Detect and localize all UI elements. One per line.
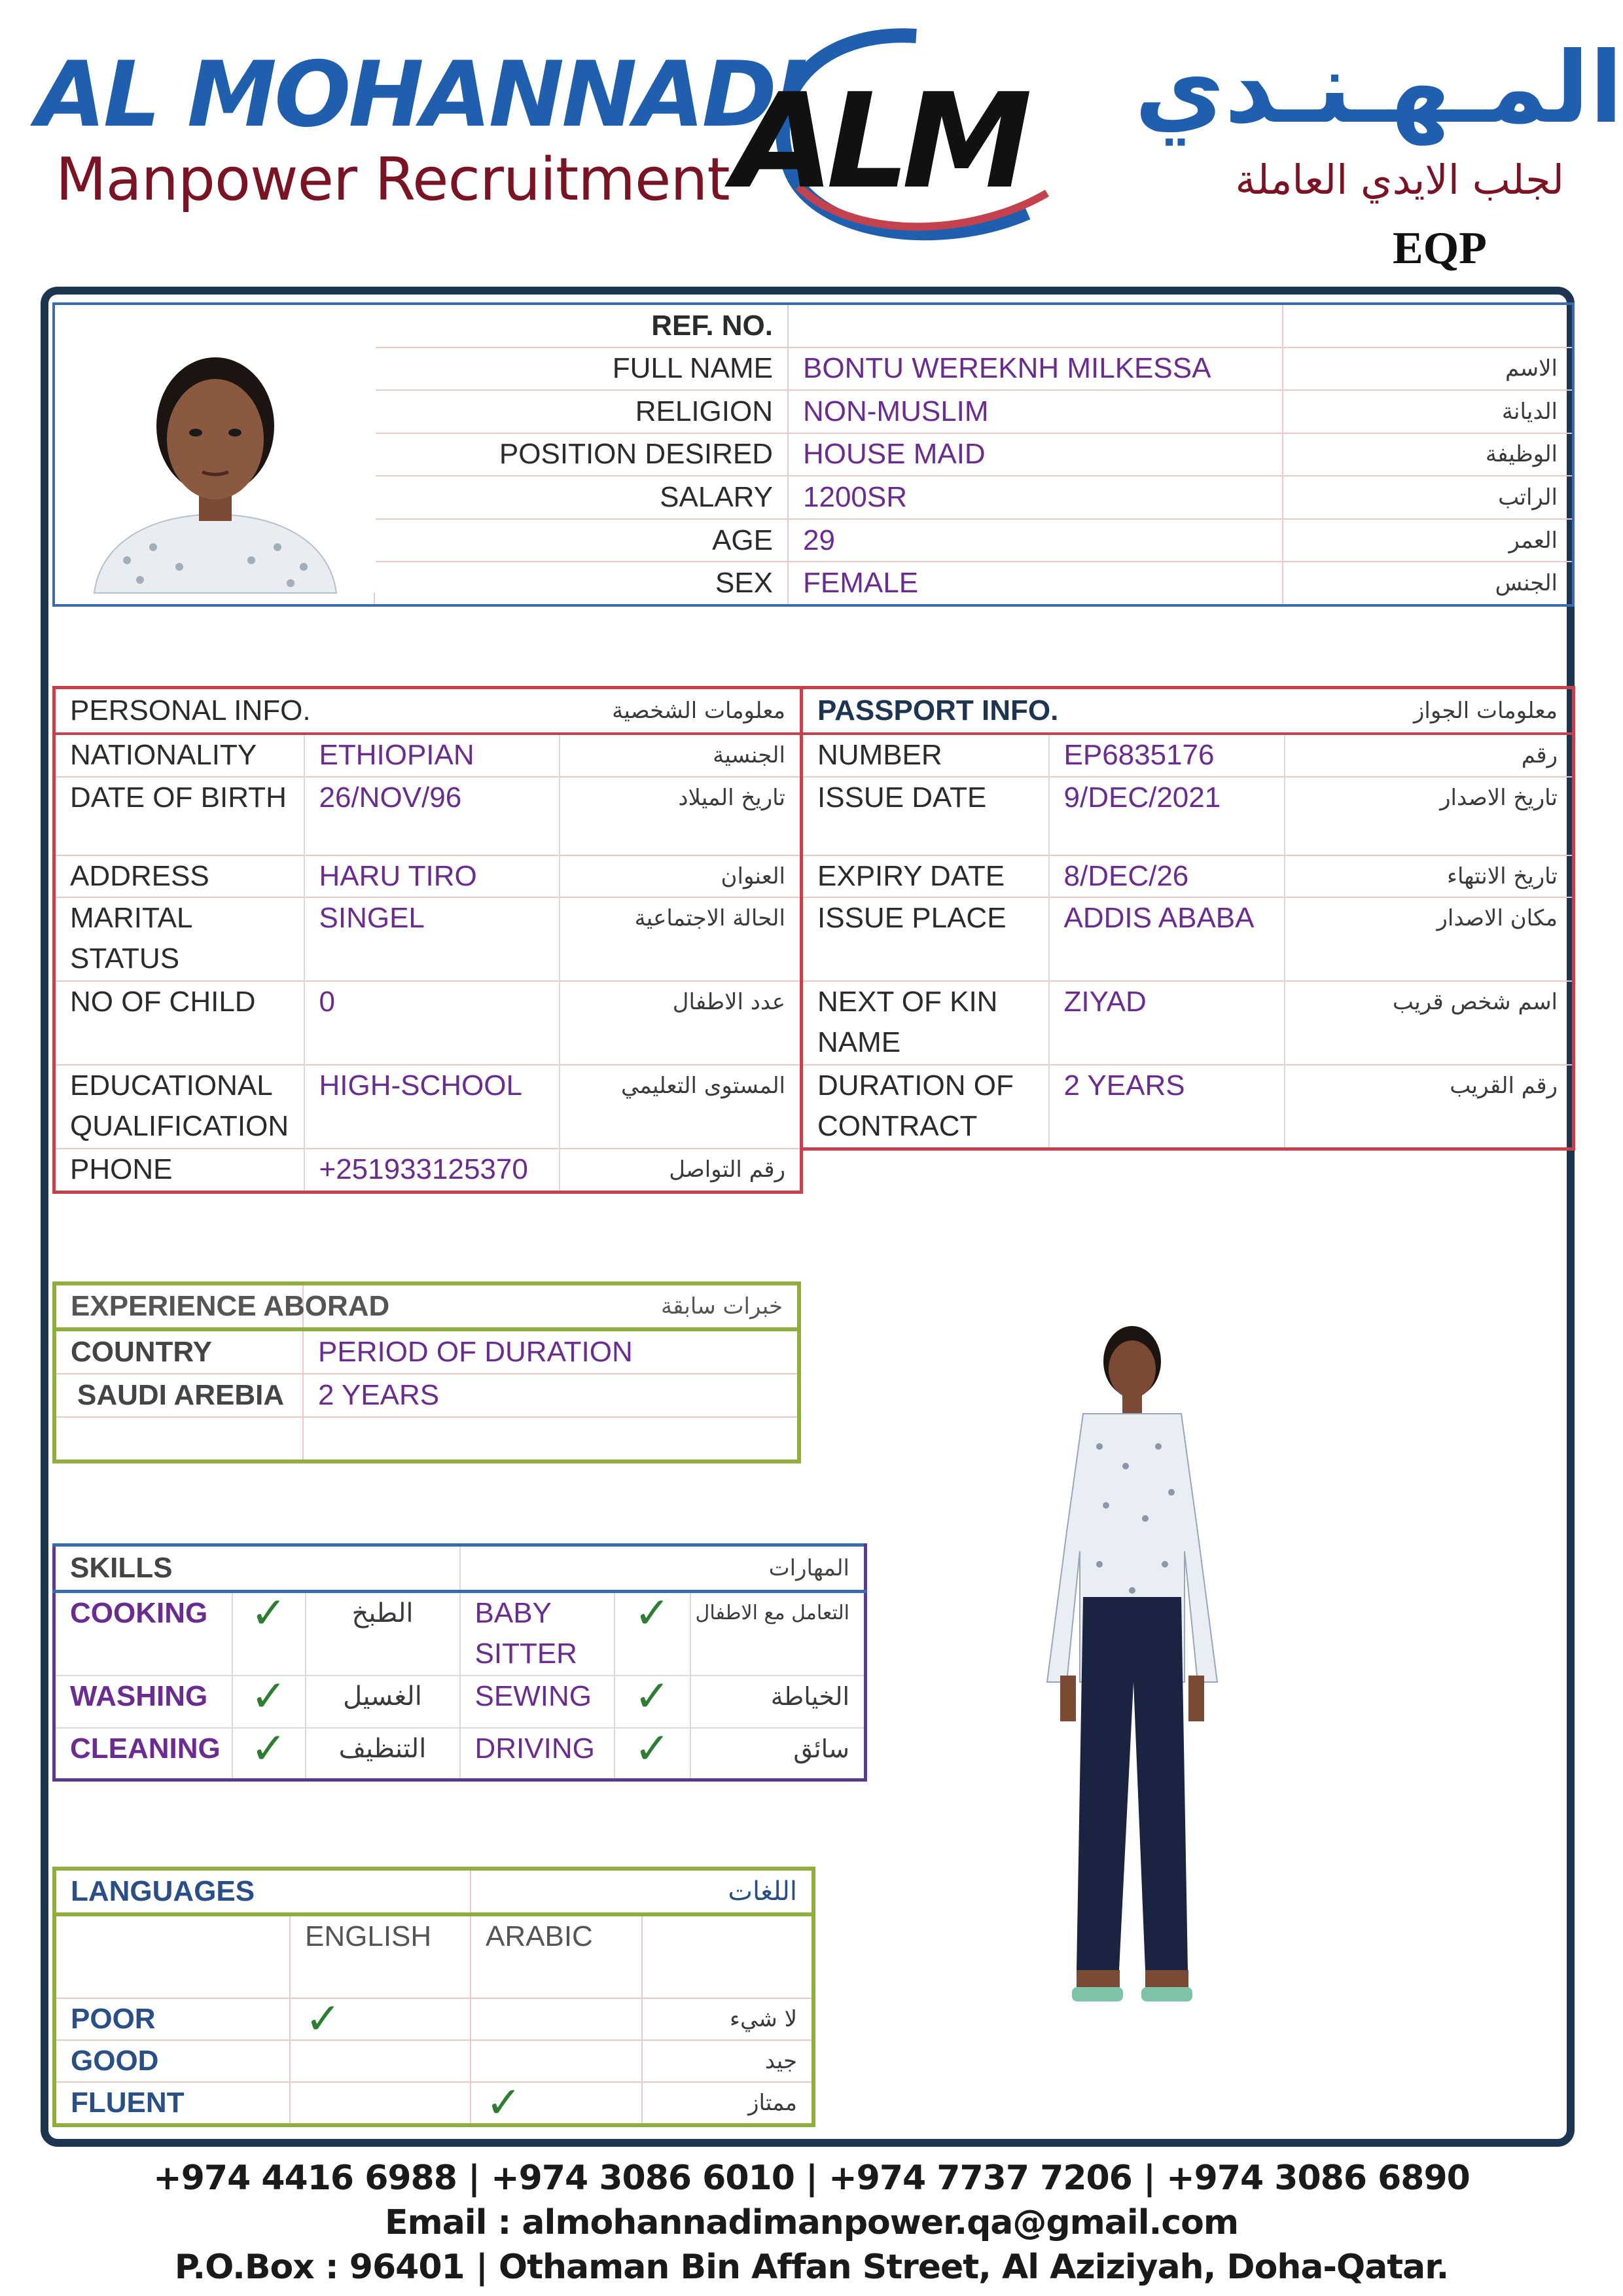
- check-icon: ✓: [232, 1592, 306, 1676]
- languages-title-ar: اللغات: [471, 1869, 813, 1914]
- full-name-label: FULL NAME: [374, 348, 788, 391]
- phone-value: +251933125370: [304, 1149, 560, 1192]
- nationality-label-ar: الجنسية: [560, 734, 802, 777]
- address-value: HARU TIRO: [304, 855, 560, 897]
- address-label-ar: العنوان: [560, 855, 802, 897]
- passport-row: [802, 1065, 1574, 1149]
- languages-corner-ar: [642, 1914, 813, 1998]
- children-value: 0: [304, 981, 560, 1065]
- education-value: HIGH-SCHOOL: [304, 1065, 560, 1149]
- brand-english: [36, 42, 806, 216]
- passport-row: [802, 734, 1574, 777]
- skill-cooking-ar: الطبخ: [306, 1592, 460, 1676]
- education-label: EDUCATIONAL QUALIFICATION: [54, 1065, 304, 1149]
- office-code: EQP: [1393, 223, 1487, 274]
- footer-address: P.O.Box : 96401 | Othaman Bin Affan Street, Al Aziziyah, Doha-Qatar.: [174, 2248, 1449, 2287]
- skill-cleaning-ar: التنظيف: [306, 1728, 460, 1780]
- marital-status-label-ar: الحالة الاجتماعية: [560, 897, 802, 981]
- experience-country: [54, 1417, 303, 1462]
- footer-phones: +974 4416 6988 | +974 3086 6010 | +974 7737 7206 | +974 3086 6890: [153, 2159, 1470, 2198]
- full-body-photo: [1021, 1316, 1243, 2016]
- issue-place-label-ar: مكان الاصدار: [1285, 897, 1574, 981]
- full-name-label-ar: الاسم: [1283, 348, 1573, 391]
- level-poor-ar: لا شيء: [642, 1998, 813, 2040]
- passport-info-table: [800, 686, 1575, 1151]
- issue-place-value: ADDIS ABABA: [1049, 897, 1285, 981]
- passport-row: [802, 777, 1574, 855]
- children-label-ar: عدد الاطفال: [560, 981, 802, 1065]
- skill-driving: DRIVING: [460, 1728, 615, 1780]
- religion-value: NON-MUSLIM: [788, 390, 1283, 433]
- check-icon: ✓: [615, 1592, 690, 1676]
- religion-label-ar: الديانة: [1283, 390, 1573, 433]
- check-icon: ✓: [232, 1676, 306, 1728]
- issue-date-label: ISSUE DATE: [802, 777, 1049, 855]
- english-good-cell: [290, 2040, 471, 2082]
- sex-label-ar: الجنس: [1283, 562, 1573, 605]
- personal-row: [54, 981, 802, 1065]
- experience-row: [54, 1417, 799, 1462]
- arabic-poor-cell: [471, 1998, 642, 2040]
- passport-row: [802, 897, 1574, 981]
- personal-row: [54, 1065, 802, 1149]
- experience-header: [54, 1283, 799, 1329]
- personal-title: PERSONAL INFO.: [54, 688, 560, 734]
- skill-sewing-ar: الخياطة: [690, 1676, 866, 1728]
- education-label-ar: المستوى التعليمي: [560, 1065, 802, 1149]
- marital-status-value: SINGEL: [304, 897, 560, 981]
- check-icon: ✓: [615, 1676, 690, 1728]
- brand-tagline-arabic: لجلب الايدي العاملة: [1235, 156, 1564, 204]
- experience-period-header: PERIOD OF DURATION: [303, 1329, 799, 1374]
- contract-duration-value: 2 YEARS: [1049, 1065, 1285, 1149]
- position-label: POSITION DESIRED: [374, 433, 788, 476]
- age-label: AGE: [374, 519, 788, 562]
- passport-header: [802, 688, 1574, 734]
- passport-title: PASSPORT INFO.: [802, 688, 1285, 734]
- language-english-header: ENGLISH: [290, 1914, 471, 1998]
- skill-washing: WASHING: [54, 1676, 232, 1728]
- issue-date-label-ar: تاريخ الاصدار: [1285, 777, 1574, 855]
- position-value: HOUSE MAID: [788, 433, 1283, 476]
- personal-info-table: [52, 686, 803, 1194]
- experience-title: EXPERIENCE ABORAD: [54, 1283, 303, 1329]
- expiry-date-label: EXPIRY DATE: [802, 855, 1049, 897]
- phone-label-ar: رقم التواصل: [560, 1149, 802, 1192]
- skill-washing-ar: الغسيل: [306, 1676, 460, 1728]
- nationality-label: NATIONALITY: [54, 734, 304, 777]
- profile-row: [54, 304, 1573, 348]
- personal-row: [54, 1149, 802, 1192]
- language-level-row: [54, 1998, 813, 2040]
- religion-label: RELIGION: [374, 390, 788, 433]
- personal-row: [54, 734, 802, 777]
- contract-duration-label-ar: رقم القريب: [1285, 1065, 1574, 1149]
- expiry-date-value: 8/DEC/26: [1049, 855, 1285, 897]
- arabic-fluent-check-icon: ✓: [471, 2082, 642, 2125]
- languages-columns: [54, 1914, 813, 1998]
- personal-row: [54, 777, 802, 855]
- passport-row: [802, 981, 1574, 1065]
- salary-label-ar: الراتب: [1283, 476, 1573, 519]
- portrait-photo: [54, 304, 374, 605]
- passport-title-ar: معلومات الجواز: [1285, 688, 1574, 734]
- languages-header: [54, 1869, 813, 1914]
- experience-country: SAUDI AREBIA: [54, 1374, 303, 1417]
- level-good: GOOD: [54, 2040, 290, 2082]
- sex-value: FEMALE: [788, 562, 1283, 605]
- salary-label: SALARY: [374, 476, 788, 519]
- english-poor-check-icon: ✓: [290, 1998, 471, 2040]
- skill-sewing: SEWING: [460, 1676, 615, 1728]
- check-icon: ✓: [232, 1728, 306, 1780]
- personal-row: [54, 897, 802, 981]
- skills-title-ar: المهارات: [460, 1545, 866, 1592]
- skills-row: [54, 1676, 866, 1728]
- dob-value: 26/NOV/96: [304, 777, 560, 855]
- salary-value: 1200SR: [788, 476, 1283, 519]
- skills-title: SKILLS: [54, 1545, 460, 1592]
- languages-corner: [54, 1914, 290, 1998]
- nationality-value: ETHIOPIAN: [304, 734, 560, 777]
- skill-cleaning: CLEANING: [54, 1728, 232, 1780]
- skill-cooking: COOKING: [54, 1592, 232, 1676]
- languages-title: LANGUAGES: [54, 1869, 471, 1914]
- brand-name: AL MOHANNADI: [36, 42, 806, 147]
- dob-label-ar: تاريخ الميلاد: [560, 777, 802, 855]
- brand-tagline: Manpower Recruitment: [56, 145, 730, 214]
- check-icon: ✓: [615, 1728, 690, 1780]
- position-label-ar: الوظيفة: [1283, 433, 1573, 476]
- children-label: NO OF CHILD: [54, 981, 304, 1065]
- brand-name-arabic: المـهـنـدي: [1134, 31, 1623, 145]
- next-of-kin-label-ar: اسم شخص قريب: [1285, 981, 1574, 1065]
- next-of-kin-value: ZIYAD: [1049, 981, 1285, 1065]
- alm-logo: [720, 23, 1060, 259]
- experience-period: [303, 1417, 799, 1462]
- age-value: 29: [788, 519, 1283, 562]
- skills-table: [52, 1543, 867, 1782]
- english-fluent-cell: [290, 2082, 471, 2125]
- brand-arabic: [1060, 26, 1623, 209]
- personal-row: [54, 855, 802, 897]
- ref-no-label: REF. NO.: [374, 304, 788, 348]
- address-label: ADDRESS: [54, 855, 304, 897]
- personal-header: [54, 688, 802, 734]
- skills-header: [54, 1545, 866, 1592]
- age-label-ar: العمر: [1283, 519, 1573, 562]
- portrait-image: [55, 305, 376, 593]
- alm-logo-icon: [720, 23, 1060, 259]
- experience-country-header: COUNTRY: [54, 1329, 303, 1374]
- expiry-date-label-ar: تاريخ الانتهاء: [1285, 855, 1574, 897]
- experience-table: [52, 1282, 801, 1463]
- arabic-good-cell: [471, 2040, 642, 2082]
- logo-text: ALM: [733, 65, 1025, 218]
- level-fluent-ar: ممتاز: [642, 2082, 813, 2125]
- level-good-ar: جيد: [642, 2040, 813, 2082]
- phone-label: PHONE: [54, 1149, 304, 1192]
- passport-number-label-ar: رقم: [1285, 734, 1574, 777]
- passport-row: [802, 855, 1574, 897]
- footer-email: Email : almohannadimanpower.qa@gmail.com: [384, 2203, 1239, 2242]
- skills-row: [54, 1728, 866, 1780]
- experience-row: [54, 1374, 799, 1417]
- marital-status-label: MARITAL STATUS: [54, 897, 304, 981]
- full-body-image: [1021, 1316, 1243, 2016]
- next-of-kin-label: NEXT OF KIN NAME: [802, 981, 1049, 1065]
- passport-number-label: NUMBER: [802, 734, 1049, 777]
- skill-baby-sitter-ar: التعامل مع الاطفال: [690, 1592, 866, 1676]
- passport-number-value: EP6835176: [1049, 734, 1285, 777]
- dob-label: DATE OF BIRTH: [54, 777, 304, 855]
- experience-period: 2 YEARS: [303, 1374, 799, 1417]
- skill-baby-sitter: BABY SITTER: [460, 1592, 615, 1676]
- contract-duration-label: DURATION OF CONTRACT: [802, 1065, 1049, 1149]
- skills-row: [54, 1592, 866, 1676]
- personal-title-ar: معلومات الشخصية: [560, 688, 802, 734]
- skill-driving-ar: سائق: [690, 1728, 866, 1780]
- profile-table: [52, 302, 1575, 607]
- language-level-row: [54, 2082, 813, 2125]
- experience-columns: [54, 1329, 799, 1374]
- language-level-row: [54, 2040, 813, 2082]
- ref-no-label-ar: [1283, 304, 1573, 348]
- languages-table: [52, 1867, 815, 2127]
- experience-title-ar: خبرات سابقة: [303, 1283, 799, 1329]
- language-arabic-header: ARABIC: [471, 1914, 642, 1998]
- ref-no-value: [788, 304, 1283, 348]
- issue-place-label: ISSUE PLACE: [802, 897, 1049, 981]
- level-fluent: FLUENT: [54, 2082, 290, 2125]
- sex-label: SEX: [374, 562, 788, 605]
- issue-date-value: 9/DEC/2021: [1049, 777, 1285, 855]
- level-poor: POOR: [54, 1998, 290, 2040]
- full-name-value: BONTU WEREKNH MILKESSA: [788, 348, 1283, 391]
